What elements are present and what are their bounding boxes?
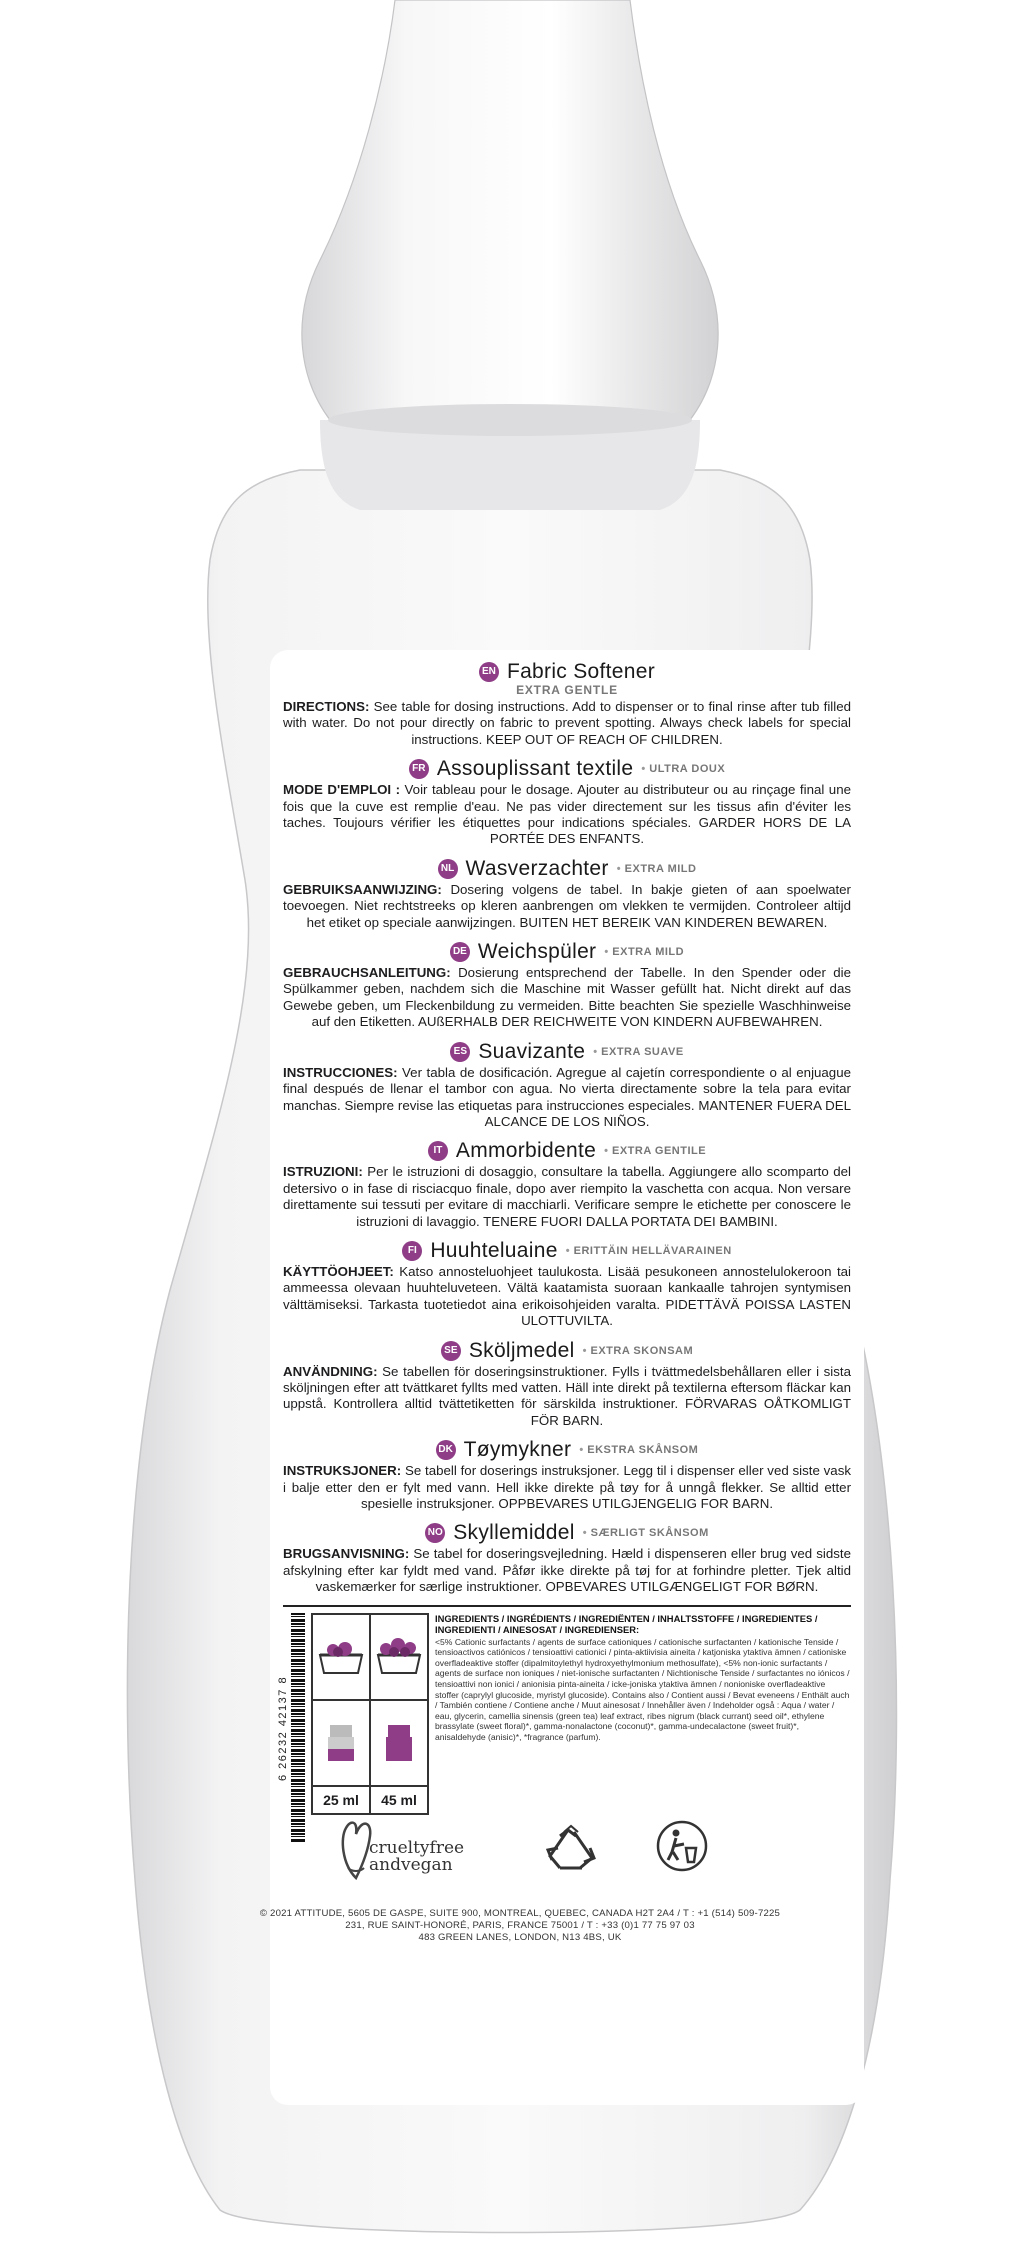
section-title: Tøymykner [463,1438,572,1462]
directions-text: Se tabellen för doseringsinstruktioner. Fylls i tvättmedelsbehållaren eller i sista sköljningen efter att tvättkaret fyllts med vatten. Häll inte direkt på textilerna eftersom fläckar kan uppstå. Kontrollera alltid tvättetiketten för särskilda instruktioner. FÖRVARAS OÅTKOMLIGT FÖR BARN. [283,1363,851,1428]
section-directions [283,1546,851,1595]
section-directions [283,1463,851,1512]
section-subtitle: • EXTRA MILD [617,863,697,875]
section-title: Assouplissant textile [436,757,634,781]
language-badge: FI [402,1241,422,1261]
section-header [283,1040,851,1064]
dose-small-label: 25 ml [312,1786,370,1814]
directions-text: Se tabell for doserings instruksjoner. Legg til i dispenser eller ved siste vask i balje etter den er fylt med vann. Hell ikke direkte på tøy for å unngå flekker. Se alltid etter spesielle instruksjoner. OPPBEVARES UTILGJENGELIG FOR BARN. [283,1463,851,1511]
dose-large-label: 45 ml [370,1786,428,1814]
section-title: Suavizante [478,1039,586,1063]
directions-lead: KÄYTTÖOHJEET: [283,1263,394,1279]
section-header [283,660,851,684]
ingredients-heading: INGREDIENTS / INGRÉDIENTS / INGREDIËNTEN / INHALTSSTOFFE / INGREDIENTES / INGREDIENTI / AINESOSAT / INGREDIENSER: [435,1612,818,1635]
cap-large-icon [370,1700,428,1786]
directions-lead: GEBRAUCHSANLEITUNG: [283,965,451,981]
section-subtitle: • EXTRA GENTILE [604,1145,706,1157]
section-title: Fabric Softener [506,660,656,683]
section-header [283,757,851,781]
section-subtitle: • ERITTÄIN HELLÄVARAINEN [566,1245,732,1257]
section-nl [283,857,851,931]
section-directions [283,965,851,1031]
language-badge: DE [450,942,470,962]
recycle-icon [546,1826,596,1872]
directions-text: Voir tableau pour le dosage. Ajouter au distributeur ou au rinçage final une fois que la cuve est remplie d'eau. Ne pas vider directement sur les tissus afin d'éviter les taches. Toujours vérifier les étiquettes pour indications spéciales. GARDER HORS DE LA PORTÉE DES ENFANTS. [283,782,851,847]
directions-lead: GEBRUIKSAANWIJZING: [283,881,442,897]
section-en [283,660,851,748]
section-subtitle: • EXTRA MILD [604,946,684,958]
section-dk [283,1438,851,1512]
section-directions [283,1264,851,1330]
directions-lead: MODE D'EMPLOI : [283,782,401,798]
section-title: Wasverzachter [465,856,609,880]
section-header [283,1438,851,1462]
ingredients [435,1613,851,1843]
directions-lead: ANVÄNDNING: [283,1363,378,1379]
section-subtitle: • ULTRA DOUX [641,763,725,775]
language-badge: EN [479,662,499,682]
section-header [283,857,851,881]
crueltyfree-heart-icon [340,1808,372,1888]
basin-large-icon [370,1614,428,1700]
cap-rim [328,404,692,436]
directions-lead: DIRECTIONS: [283,699,370,714]
footer-addresses [200,1908,840,1944]
section-subtitle: • EKSTRA SKÅNSOM [579,1444,698,1456]
barcode [277,1613,305,1843]
language-badge: DK [436,1440,456,1460]
dosing-table [311,1613,429,1815]
directions-text: Se tabel for doseringsvejledning. Hæld i dispenseren eller brug ved sidste afskylning efter kar fyldt med vand. Påfør ikke direkte på tøj for at forhindre pletter. Tjek altid vaskemærker for særlige instruktioner. OPBEVARES UTILGÆNGELIGT FOR BØRN. [283,1546,851,1595]
bottle-cap [302,0,718,420]
section-directions [283,1164,851,1230]
language-badge: ES [450,1042,470,1062]
language-badge: SE [441,1341,461,1361]
language-badge: NO [425,1523,445,1543]
section-fr [283,757,851,848]
section-no [283,1521,851,1595]
directions-lead: INSTRUKSJONER: [283,1463,402,1479]
footer-line: 231, RUE SAINT-HONORÉ, PARIS, FRANCE 75001 / T : +33 (0)1 77 75 97 03 [345,1920,695,1931]
section-directions [283,1364,851,1430]
directions-text: See table for dosing instructions. Add to dispenser or to final rinse after tub filled with water. Do not pour directly on fabric to prevent spotting. Always check labels for special instructions. KEEP OUT OF REACH OF CHILDREN. [283,699,851,747]
crueltyfree-logo-text: crueltyfree andvegan [369,1838,465,1875]
section-title: Huuhteluaine [430,1238,558,1262]
language-badge: NL [438,859,458,879]
section-it [283,1139,851,1230]
basin-small-icon [312,1614,370,1700]
section-subtitle: • EXTRA SUAVE [593,1046,683,1058]
section-directions [283,882,851,931]
section-header [283,1239,851,1263]
section-header [283,1339,851,1363]
barcode-number: 6 26232 42137 8 [277,1613,291,1843]
section-header [283,940,851,964]
section-directions [283,699,851,748]
language-badge: IT [428,1141,448,1161]
divider [283,1605,851,1607]
section-directions [283,1065,851,1131]
section-de [283,940,851,1031]
language-badge: FR [409,759,429,779]
directions-lead: ISTRUZIONI: [283,1164,363,1180]
section-header [283,1521,851,1545]
section-se [283,1339,851,1430]
footer-line: 483 GREEN LANES, LONDON, N13 4BS, UK [418,1932,622,1943]
cap-small-icon [312,1700,370,1786]
directions-text: Katso annosteluohjeet taulukosta. Lisää pesukoneen annostelulokeroon tai ammeessa olevaan huuhteluveteen. Vältä kaatamista suoraan kankaalle tahrojen syntymisen välttämiseksi. Tarkasta tuotetiedot aina erikoisohjeiden varalta. PIDETTÄVÄ POISSA LASTEN ULOTTUVILTA. [283,1263,851,1329]
directions-text: Ver tabla de dosificación. Agregue al cajetín correspondiente o al enjuague final después de llenar el tambor con agua. No vierta directamente sobre la tela para evitar manchas. Siempre revise las etiquetas para instrucciones especiales. MANTENER FUERA DEL ALCANCE DE LOS NIÑOS. [283,1064,851,1129]
section-es [283,1040,851,1131]
section-title: Weichspüler [477,940,597,964]
section-subtitle: • EXTRA SKONSAM [583,1345,694,1357]
section-fi [283,1239,851,1330]
section-title: Skyllemiddel [453,1521,575,1545]
section-title: Sköljmedel [468,1338,575,1362]
section-header [283,1139,851,1163]
directions-lead: INSTRUCCIONES: [283,1064,398,1080]
ingredients-text: <5% Cationic surfactants / agents de surface cationiques / cationische surfactanten / kationische Tenside / tensioactivos catiónicos / tensioattivi cationici / pinta-aktiivisia aineita / katjoniska ytaktiva ämnen / cationiske overfladeaktive stoffer (dipalmitoylethyl hydroxyethylmonium methosulfate), <5% non-ionic surfactants / agents de surface non ioniques / niet-ionische surfactanten / Nichtionische Tenside / surfactantes no iónicos / tensioattivi non ionici / anionisia pinta-aineita / icke-joniska ytaktiva ämnen / nonioniske overfladeaktive stoffer (caprylyl glucoside, myristyl glucoside). Contains also / Contient aussi / Bevat eveneens / Enthält auch / También contiene / Contiene anche / Muut ainesosat / Innehåller även / Indeholder også : Aqua / water / eau, glycerin, camellia sinensis (green tea) leaf extract, ribes nigrum (black currant) seed oil*, ethylene brassylate (sweet floral)*, gamma-nonalactone (coconut)*, gamma-undecalactone (sweet fruit)*, anisaldehyde (anisic)*, *fragrance (parfum). [435,1636,850,1742]
language-sections [283,660,851,1596]
directions-text: Dosierung entsprechend der Tabelle. In den Spender oder die Spülkammer geben, nachdem sich die Maschine mit Wasser gefüllt hat. Nicht direkt auf das Gewebe geben, um Fleckenbildung zu vermeiden. Bitte beachten Sie spezielle Waschhinweise auf den Etiketten. AUßERHALB DER REICHWEITE VON KINDERN AUFBEWAHREN. [283,965,851,1030]
directions-lead: BRUGSANVISNING: [283,1546,410,1562]
section-directions [283,782,851,848]
section-subtitle: EXTRA GENTLE [516,683,618,697]
section-subtitle: • SÆRLIGT SKÅNSOM [583,1527,709,1539]
tidyman-icon [656,1820,708,1872]
section-title: Ammorbidente [455,1139,597,1163]
footer-line: © 2021 ATTITUDE, 5605 DE GASPE, SUITE 900, MONTREAL, QUEBEC, CANADA H2T 2A4 / T : +1 (514) 509-7225 [259,1908,781,1919]
directions-text: Per le istruzioni di dosaggio, consultare la tabella. Aggiungere allo scomparto del detersivo o in fase di risciacquo finale, dopo aver riempito la vaschetta con acqua. Non versare direttamente sui tessuti per evitare di macchiarli. Verificare sempre le etichette per conoscere le istruzioni di lavaggio. TENERE FUORI DALLA PORTATA DEI BAMBINI. [283,1164,851,1229]
directions-text: Dosering volgens de tabel. In bakje gieten of aan spoelwater toevoegen. Niet rechtstreeks op kleren aanbrengen om vlekken te vermijden. Controleer altijd het etiket op speciale aanwijzingen. BUITEN HET BEREIK VAN KINDEREN BEWAREN. [283,881,851,930]
